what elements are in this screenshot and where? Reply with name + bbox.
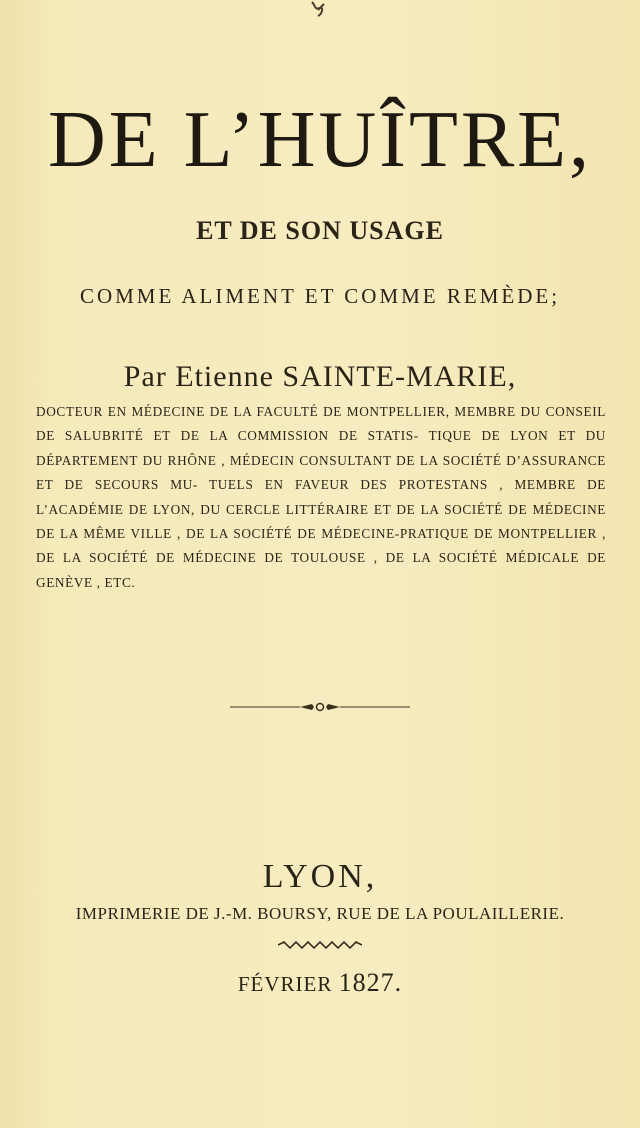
book-subtitle: ET DE SON USAGE [196, 216, 444, 245]
publication-date [0, 968, 640, 998]
author-credentials: DOCTEUR EN MÉDECINE DE LA FACULTÉ DE MONTPELLIER, MEMBRE DU CONSEIL DE SALUBRITÉ ET DE LA COMMISSION DE STATIS- TIQUE DE LYON ET DU DÉPARTEMENT DU RHÔNE , MÉDECIN CONSULTANT DE LA SOCIÉTÉ D’ASSURANCE ET DE SECOURS MU- TUELS EN FAVEUR DES PROTESTANS , MEMBRE DE L’ACADÉMIE DE LYON, DU CERCLE LITTÉRAIRE ET DE LA SOCIÉTÉ DE MÉDECINE DE LA MÊME VILLE , DE LA SOCIÉTÉ DE MÉDECINE-PRATIQUE DE MONTPELLIER , DE LA SOCIÉTÉ DE MÉDECINE DE TOULOUSE , DE LA SOCIÉTÉ MÉDICALE DE GENÈVE , ETC. [36, 404, 606, 590]
book-title: DE L’HUÎTRE, [47, 96, 593, 184]
publication-year: 1827. [338, 968, 403, 997]
printer-line: IMPRIMERIE DE J.-M. BOURSY, RUE DE LA POULAILLERIE. [75, 904, 565, 923]
ornamental-divider-icon [230, 700, 410, 714]
author-line: Par Etienne SAINTE-MARIE, [123, 360, 517, 393]
publication-month: FÉVRIER [237, 972, 333, 996]
ink-mark-icon [306, 0, 330, 22]
small-ornament-icon [278, 940, 362, 950]
book-subtitle-continued: COMME ALIMENT ET COMME REMÈDE; [79, 284, 561, 308]
publication-city: LYON, [262, 858, 378, 895]
